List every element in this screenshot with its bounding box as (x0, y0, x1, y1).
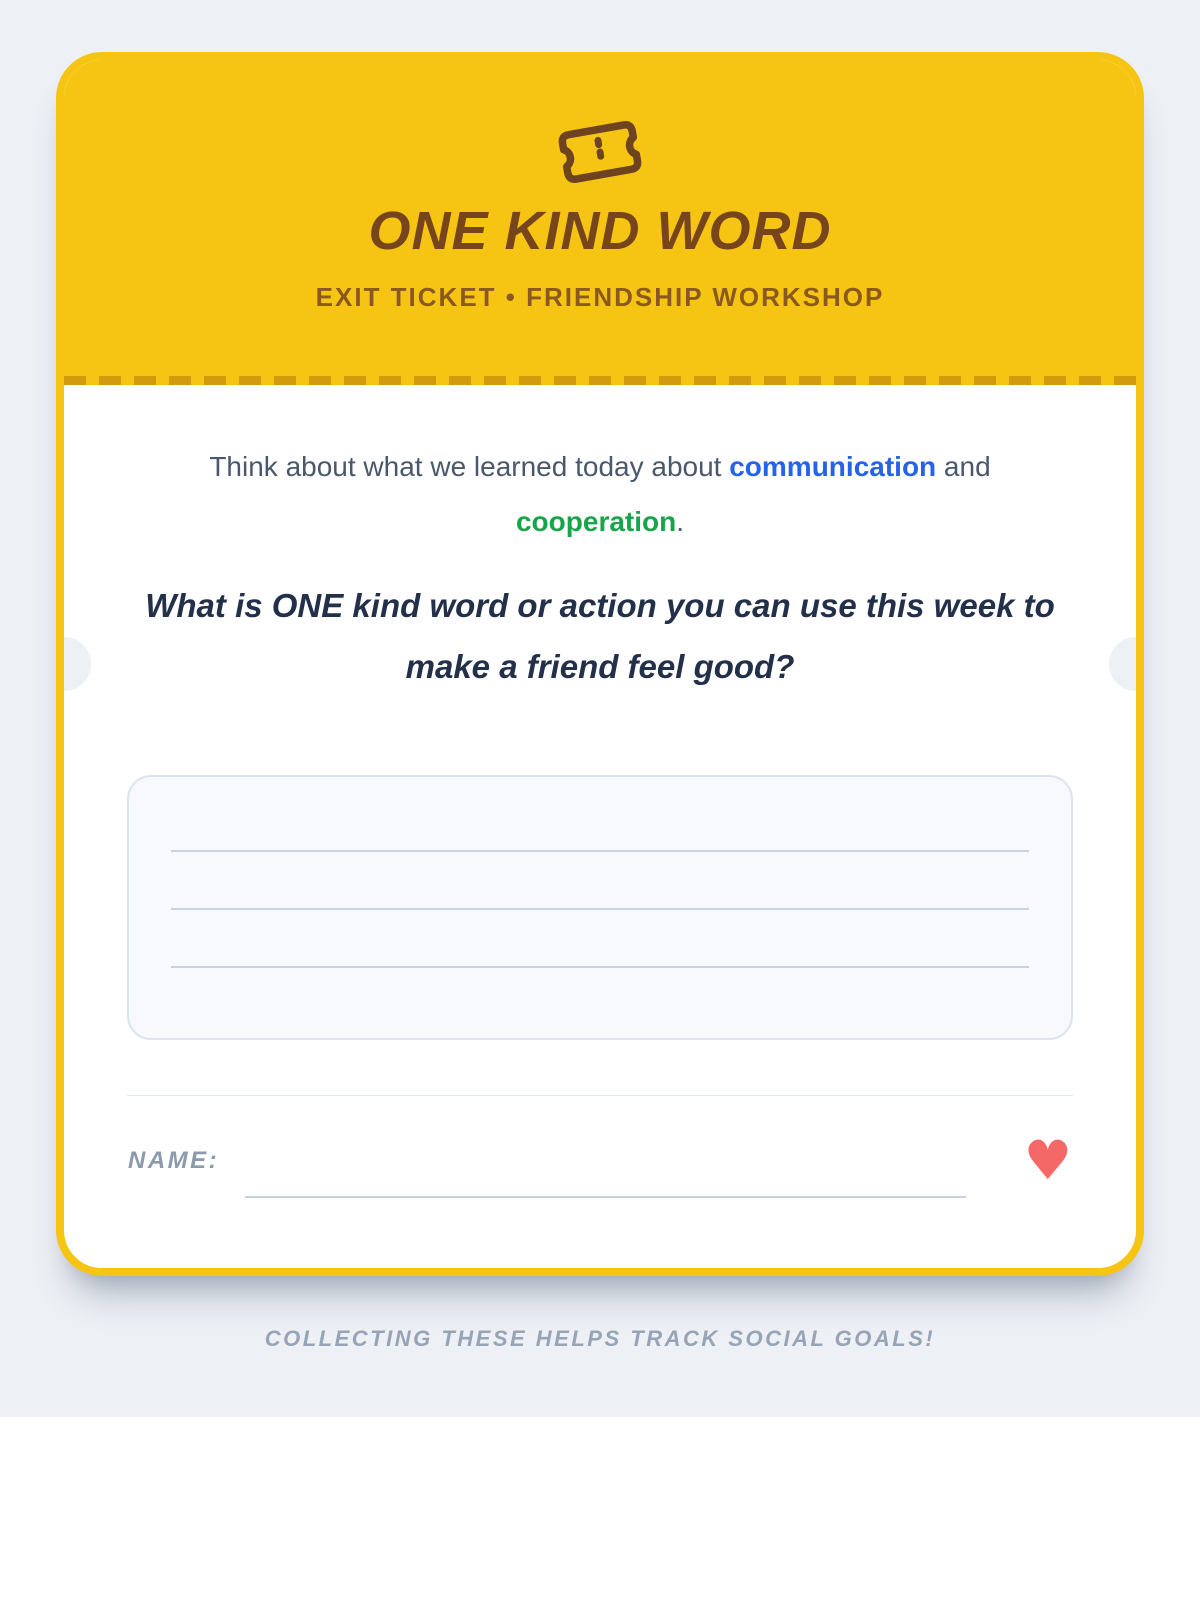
perforation-line (64, 376, 1136, 385)
intro-highlight-blue: communication (729, 451, 937, 482)
section-divider (127, 1095, 1073, 1096)
answer-line (171, 966, 1029, 968)
ticket-subtitle: EXIT TICKET • FRIENDSHIP WORKSHOP (315, 282, 885, 312)
answer-lines (129, 777, 1071, 968)
name-label: NAME: (128, 1147, 220, 1174)
ticket-header (64, 60, 1136, 385)
intro-text-period: . (676, 506, 684, 537)
intro-highlight-green: cooperation (515, 506, 677, 537)
ticket-title: ONE KIND WORD (368, 201, 832, 261)
intro-text-main: Think about what we learned today about (209, 451, 730, 482)
answer-area[interactable] (127, 775, 1073, 1040)
intro-text-and: and (936, 451, 991, 482)
name-input-line[interactable] (245, 1122, 965, 1198)
answer-line (171, 850, 1029, 852)
ticket-icon (64, 116, 1136, 188)
left-notch (64, 637, 91, 691)
answer-line (171, 908, 1029, 910)
name-row (128, 1122, 1072, 1200)
right-notch (1109, 637, 1136, 691)
intro-text (140, 439, 1060, 549)
footer-note: COLLECTING THESE HELPS TRACK SOCIAL GOALS! (264, 1326, 936, 1351)
question-text: What is ONE kind word or action you can use this week to make a friend feel good? (145, 587, 1055, 685)
heart-icon: ♥ (1023, 1129, 1072, 1192)
exit-ticket-card (56, 52, 1144, 1276)
